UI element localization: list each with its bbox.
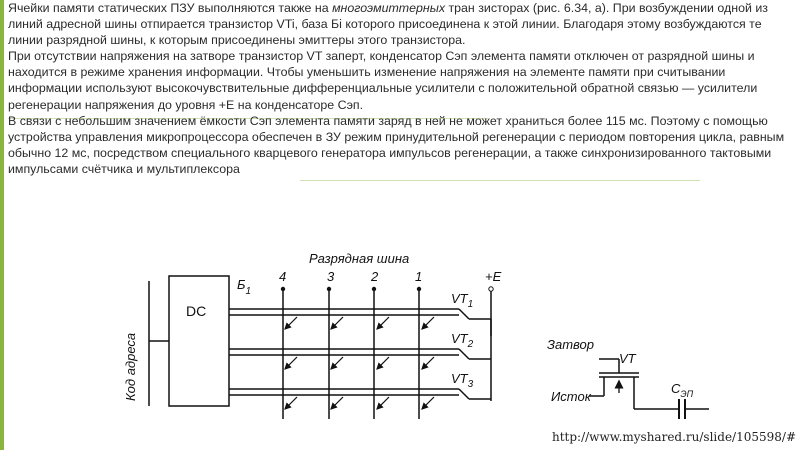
vt-label: VT xyxy=(619,351,636,366)
transistor-label xyxy=(451,291,473,310)
column-label: +E xyxy=(485,269,502,284)
paragraph-1-part2: тран зисторах (рис. 6.34, а). При возбуждении одной из линий адресной шины отпирается транзистор VTi, база Бi которого присоединена к этой линии. Благодаря этому возбуждаются те линии разрядной шины, к которым присоединены эмиттеры этого транзистора. xyxy=(8,1,768,48)
base-label-sub: 1 xyxy=(245,286,252,297)
capacitor-label-main: С xyxy=(671,381,681,396)
transistor-sub: 2 xyxy=(467,339,474,350)
base-label xyxy=(237,277,251,297)
paragraph-1-part1: Ячейки памяти статических ПЗУ выполняются также на xyxy=(8,1,333,15)
capacitor-label xyxy=(671,381,694,399)
circuit-diagram xyxy=(119,241,718,427)
circuit-svg xyxy=(119,241,718,427)
base-label-main: Б xyxy=(237,277,246,292)
decor-line xyxy=(300,180,700,181)
capacitor-label-sub: ЭП xyxy=(680,389,694,399)
slide-text xyxy=(8,0,786,177)
source-url[interactable]: http://www.myshared.ru/slide/105598/# xyxy=(552,430,796,444)
column-label: 2 xyxy=(371,269,379,284)
transistor-stubs xyxy=(459,309,491,401)
address-label: Код адреса xyxy=(123,332,138,401)
paragraph-1 xyxy=(8,0,786,48)
capacitor xyxy=(679,399,685,419)
transistor-sub: 1 xyxy=(467,299,474,310)
transistor-sub: 3 xyxy=(467,379,474,390)
paragraph-2: При отсутствии напряжения на затворе транзистор VT заперт, конденсатор Сэп элемента памяти отключен от разрядной шины и находится в режиме хранения информации. Чтобы уменьшить изменение напряжения на элементе памяти при считывании информации используют высокочувствительные дифференциальные усилители с положительной обратной связью — усилители регенерации напряжения до уровня +Е на конденсаторе Сэп. xyxy=(8,49,758,112)
decoder-box xyxy=(169,276,229,406)
word-lines xyxy=(229,309,459,395)
accent-bar xyxy=(0,0,4,450)
transistor-label xyxy=(451,371,474,390)
column-label: 4 xyxy=(279,269,287,284)
transistor-name: VT xyxy=(451,331,468,346)
source-label: Исток xyxy=(551,389,591,404)
column-label: 1 xyxy=(415,269,423,284)
decoder-label: DC xyxy=(186,303,207,319)
transistor-name: VT xyxy=(451,291,468,306)
column-label: 3 xyxy=(327,269,335,284)
mosfet-symbol xyxy=(589,359,679,409)
bus-title: Разрядная шина xyxy=(309,251,410,266)
gate-label: Затвор xyxy=(547,337,594,352)
paragraph-1-italic: многоэмиттерных xyxy=(332,1,446,15)
paragraph-3: В связи с небольшим значением ёмкости Сэп элемента памяти заряд в ней не может храниться более 115 мс. Поэтому с помощью устройства управления микропроцессора обеспечен в ЗУ режим принудительной регенерации с периодом повторения цикла, равным обычно 12 мс, посредством специального кварцевого генератора импульсов регенерации, а также синхронизированного тактовыми импульсами счётчика и мультиплексора xyxy=(8,113,785,176)
transistor-name: VT xyxy=(451,371,468,386)
transistor-label xyxy=(451,331,474,350)
